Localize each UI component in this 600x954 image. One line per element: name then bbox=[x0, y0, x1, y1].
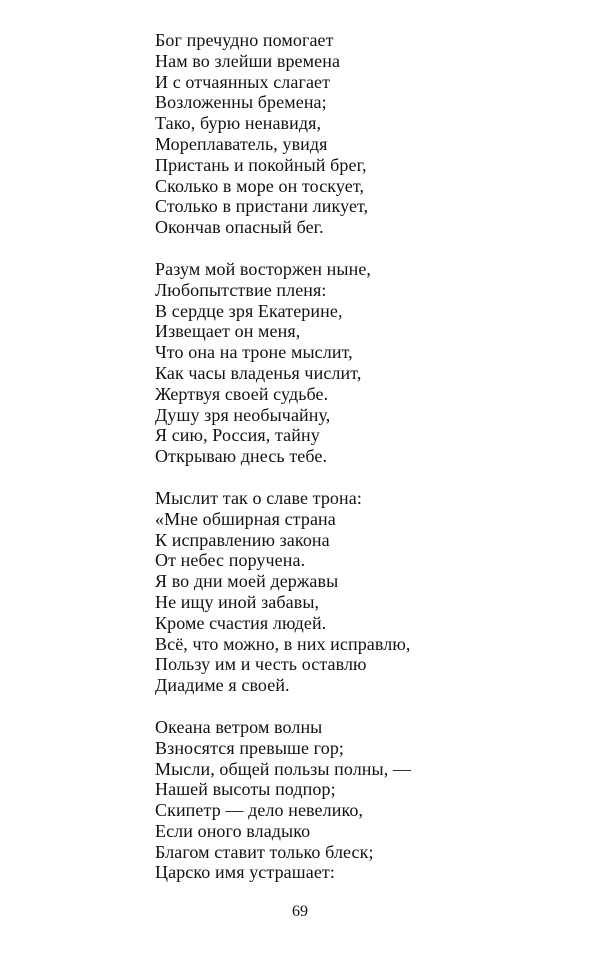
poem-line: Тако, бурю ненавидя, bbox=[155, 113, 322, 134]
poem-line: Благом ставит только блеск; bbox=[155, 841, 374, 862]
poem-line: Пользу им и честь оставлю bbox=[155, 654, 367, 675]
poem-line: Диадиме я своей. bbox=[155, 675, 290, 696]
poem-line: Разум мой восторжен ныне, bbox=[155, 258, 372, 279]
poem-line: Как часы владенья числит, bbox=[155, 362, 362, 383]
stanza-3 bbox=[155, 488, 575, 696]
poem-line: Мыслит так о славе трона: bbox=[155, 487, 362, 508]
poem-line: Кроме счастия людей. bbox=[155, 612, 327, 633]
poem-line: Что она на троне мыслит, bbox=[155, 342, 353, 363]
poem-line: Бог пречудно помогает bbox=[155, 30, 334, 50]
poem-line: Я сию, Россия, тайну bbox=[155, 425, 320, 446]
poem-line: Всё, что можно, в них исправлю, bbox=[155, 633, 411, 654]
poem-line: Душу зря необычайну, bbox=[155, 404, 331, 425]
poem-line: Взносятся превыше гор; bbox=[155, 737, 345, 758]
poem-line: К исправлению закона bbox=[155, 529, 330, 550]
poem-text bbox=[155, 30, 575, 904]
poem-line: Столько в пристани ликует, bbox=[155, 196, 369, 217]
poem-line: Открываю днесь тебе. bbox=[155, 446, 328, 467]
poem-line: Сколько в море он тоскует, bbox=[155, 175, 365, 196]
poem-line: Жертвуя своей судьбе. bbox=[155, 383, 329, 404]
poem-line: Мысли, общей пользы полны, — bbox=[155, 758, 412, 779]
poem-line: Мореплаватель, увидя bbox=[155, 133, 328, 154]
poem-line: Океана ветром волны bbox=[155, 716, 323, 737]
poem-line: Если оного владыко bbox=[155, 820, 311, 841]
poem-line: Нам во злейши времена bbox=[155, 50, 341, 71]
page-number: 69 bbox=[292, 903, 308, 920]
poem-line: «Мне обширная страна bbox=[155, 508, 336, 529]
poem-line: Окончав опасный бег. bbox=[155, 217, 324, 238]
poem-line: Царско имя устрашает: bbox=[155, 862, 335, 883]
stanza-1 bbox=[155, 30, 575, 238]
poem-line: От небес поручена. bbox=[155, 550, 306, 571]
poem-line: И с отчаянных слагает bbox=[155, 71, 331, 92]
poem-line: Я во дни моей державы bbox=[155, 571, 339, 592]
poem-line: Нашей высоты подпор; bbox=[155, 779, 336, 800]
poem-line: Пристань и покойный брег, bbox=[155, 154, 367, 175]
poem-line: В сердце зря Екатерине, bbox=[155, 300, 343, 321]
poem-line: Скипетр — дело невелико, bbox=[155, 800, 364, 821]
poem-line: Не ищу иной забавы, bbox=[155, 591, 320, 612]
poem-line: Любопытствие пленя: bbox=[155, 279, 327, 300]
stanza-4 bbox=[155, 717, 575, 883]
poem-line: Извещает он меня, bbox=[155, 321, 301, 342]
stanza-2 bbox=[155, 259, 575, 467]
poem-line: Возложенны бремена; bbox=[155, 92, 327, 113]
